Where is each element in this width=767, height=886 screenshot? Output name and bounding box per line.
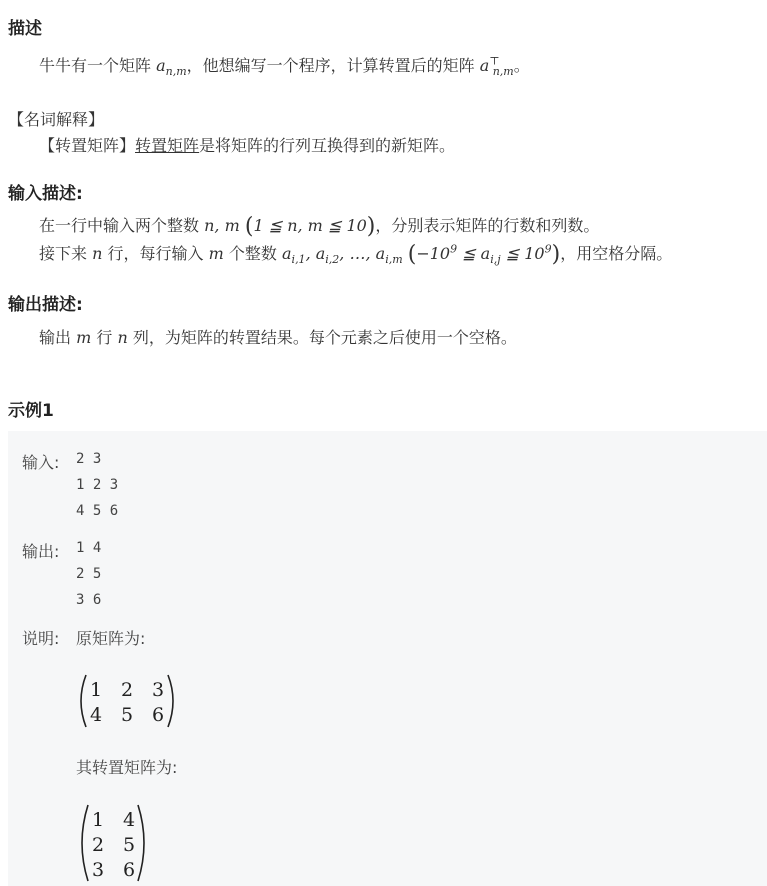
transposed-matrix	[76, 802, 156, 884]
symbol-m: m	[208, 244, 224, 263]
input-desc-text-d: 行，每行输入	[107, 244, 204, 263]
right-paren-icon	[138, 805, 144, 881]
glossary-term-bracket: 【转置矩阵】	[39, 136, 136, 155]
output-desc-line	[39, 325, 517, 348]
output-desc-text-a: 输出	[39, 328, 72, 347]
output-desc-text-c: 列，为矩阵的转置结果。每个元素之后使用一个空格。	[132, 328, 517, 347]
matrix-cell: 1	[92, 809, 105, 831]
output-desc-heading: 输出描述:	[8, 295, 83, 315]
matrix-cell: 5	[123, 834, 136, 856]
explain-label: 说明:	[22, 629, 60, 648]
input-element-constraint: $a_{i,1}$, $a_{i,2}$, …, $a_{i,m}$ ($-10^9$ ≦ $a_{i,j}$ ≦ $10^9$)	[282, 242, 561, 267]
matrix-cell: 5	[121, 704, 134, 726]
glossary-term-rest: 是将矩阵的行列互换得到的新矩阵。	[199, 136, 456, 155]
symbol-n: n	[92, 244, 103, 263]
original-matrix	[74, 672, 184, 730]
matrix-cell: 6	[152, 704, 165, 726]
symbol-n-output: n	[117, 328, 128, 347]
matrix-cell: 1	[90, 679, 103, 701]
input-desc-line2	[39, 241, 672, 267]
input-desc-text-b: ，分别表示矩阵的行数和列数。	[375, 216, 600, 235]
right-paren-icon	[168, 675, 173, 727]
left-paren-icon	[82, 805, 88, 881]
symbol-m-output: m	[76, 328, 92, 347]
description-line	[39, 53, 530, 78]
explain-text-transposed: 其转置矩阵为:	[76, 758, 178, 777]
input-desc-text-e: 个整数	[228, 244, 277, 263]
input-line: 1 2 3	[76, 477, 119, 493]
matrix-cell: 3	[152, 679, 165, 701]
matrix-cell: 4	[123, 809, 136, 831]
glossary-term-link[interactable]: 转置矩阵	[135, 136, 200, 155]
matrix-cell: 2	[121, 679, 134, 701]
description-text-b: ，他想编写一个程序，计算转置后的矩阵	[186, 56, 475, 75]
example-heading: 示例1	[8, 401, 54, 421]
input-line: 2 3	[76, 451, 102, 467]
matrix-cell: 2	[92, 834, 105, 856]
input-line: 4 5 6	[76, 503, 119, 519]
input-desc-text-f: ，用空格分隔。	[560, 244, 673, 263]
glossary-line	[39, 133, 455, 156]
input-desc-text-a: 在一行中输入两个整数	[39, 216, 200, 235]
output-line: 2 5	[76, 566, 102, 582]
input-desc-text-c: 接下来	[39, 244, 88, 263]
output-desc-text-b: 行	[96, 328, 113, 347]
output-line: 3 6	[76, 592, 102, 608]
description-text-a: 牛牛有一个矩阵	[39, 56, 152, 75]
input-desc-line1	[39, 213, 599, 239]
glossary-heading: 【名词解释】	[8, 110, 105, 129]
output-line: 1 4	[76, 540, 102, 556]
output-label: 输出:	[22, 542, 60, 561]
input-desc-heading: 输入描述:	[8, 184, 83, 204]
matrix-cell: 4	[90, 704, 103, 726]
left-paren-icon	[81, 675, 86, 727]
matrix-symbol-a: $a_{n,m}$	[156, 56, 187, 79]
explain-text-original: 原矩阵为:	[76, 629, 146, 648]
matrix-cell: 3	[92, 859, 105, 881]
input-label: 输入:	[22, 453, 60, 472]
transposed-symbol: $a^⊤_{n,m}$	[479, 54, 514, 79]
description-text-end: 。	[513, 56, 530, 75]
input-constraint-nm: n, m (1 ≦ n, m ≦ 10)	[204, 214, 376, 239]
matrix-cell: 6	[123, 859, 136, 881]
description-heading: 描述	[8, 19, 42, 39]
